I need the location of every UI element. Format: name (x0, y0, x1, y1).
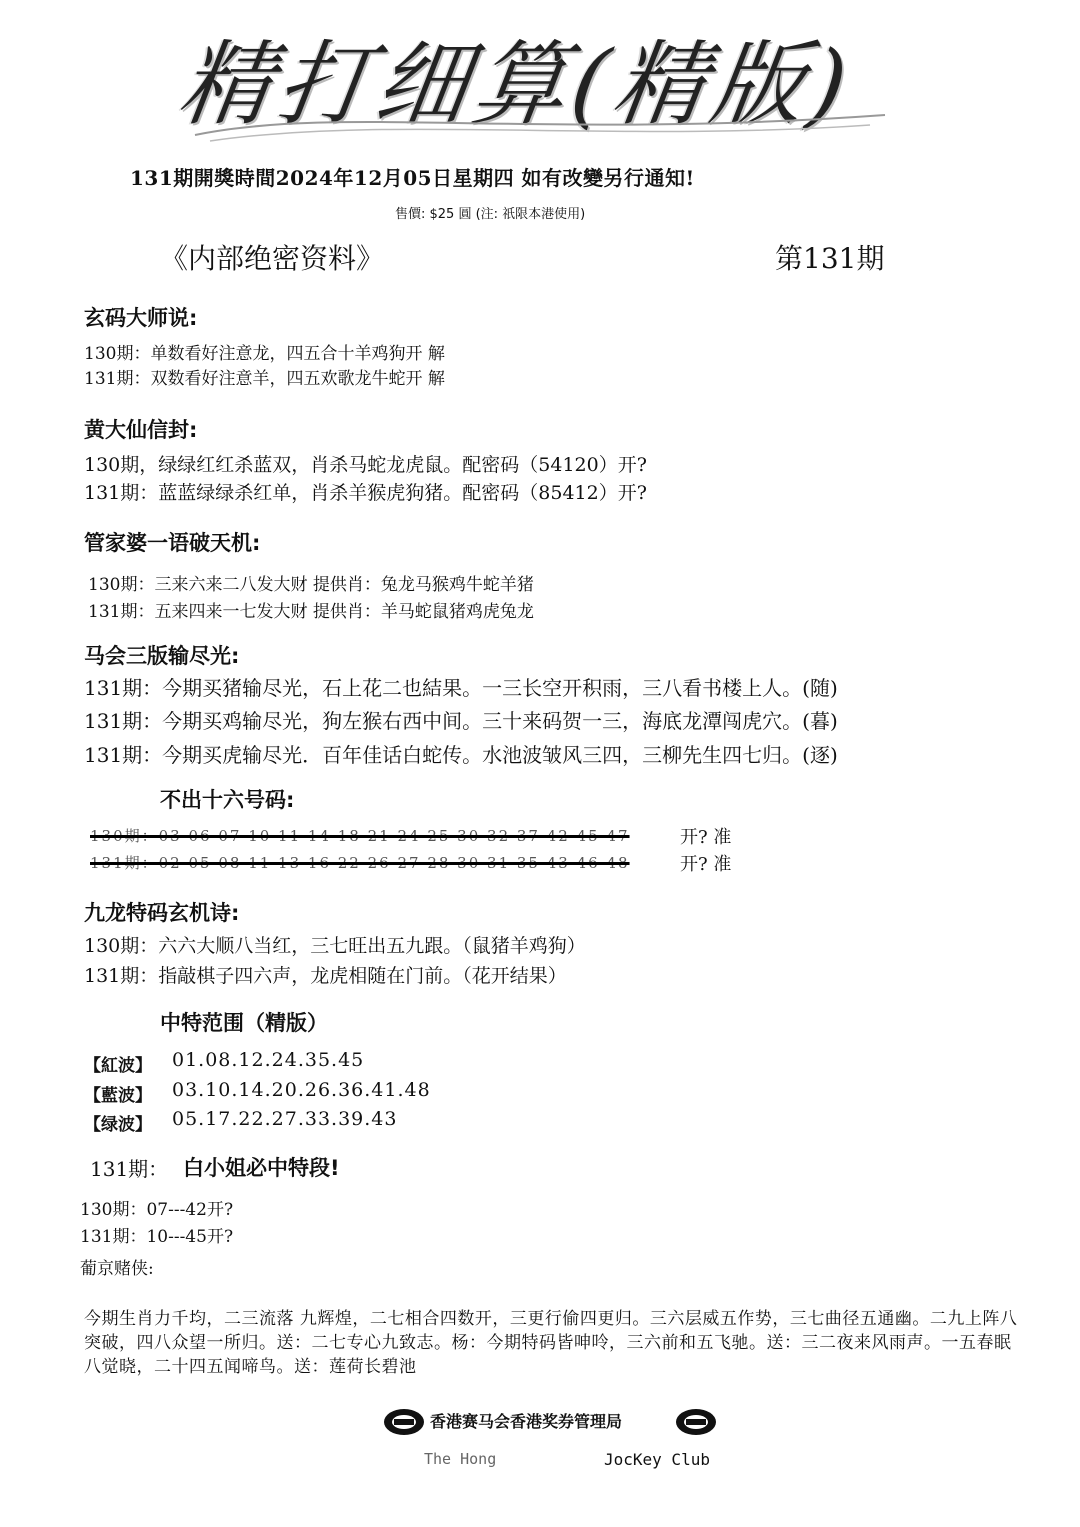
macau-gambler-paragraph: 今期生肖力千均，二三流落 九辉煌，二七相合四数开，三更行偷四更归。三六层威五作势，三七曲径五通幽。二九上阵八突破，四八众望一所归。送：二七专心九致志。杨：今期特码皆呻呤，三六前和五飞驰。送：三二夜来风雨声。一五春眠八觉晓，二十四五闻啼鸟。送：莲荷长碧池 (84, 1309, 1018, 1377)
miss-bai-prefix: 131期： (90, 1157, 169, 1181)
miss-bai-line-131: 131期：10---45开? (80, 1227, 234, 1247)
range-label-red: 【紅波】 (84, 1056, 152, 1076)
issue-number: 第131期 (775, 242, 885, 275)
section-heading-poem: 九龙特码玄机诗: (84, 901, 240, 925)
section-heading-housekeeper: 管家婆一语破天机: (84, 531, 261, 555)
banner-title: 精打细算(精版) (172, 31, 860, 138)
poem-line-131: 131期：指敲棋子四六声，龙虎相随在门前。（花开结果） (84, 965, 567, 987)
master-line-131: 131期：双数看好注意羊，四五欢歌龙牛蛇开 解 (84, 369, 445, 389)
housekeeper-line-130: 130期：三来六来二八发大财 提供肖：兔龙马猴鸡牛蛇羊猪 (88, 575, 534, 595)
document-title: 《内部绝密资料》 (160, 242, 385, 275)
footer-english-right: JocKey Club (604, 1450, 710, 1469)
three-versions-line-2: 131期：今期买鸡输尽光，狗左猴右西中间。三十来码贺一三，海底龙潭闯虎穴。(暮) (84, 709, 838, 733)
section-heading-three-versions: 马会三版输尽光: (84, 644, 240, 668)
range-nums-green: 05.17.22.27.33.39.43 (172, 1108, 398, 1130)
range-nums-red: 01.08.12.24.35.45 (172, 1049, 365, 1071)
poem-line-130: 130期：六六大顺八当红，三七旺出五九跟。（鼠猪羊鸡狗） (84, 935, 586, 957)
footer-organization-name: 香港赛马会香港奖券管理局 (430, 1412, 623, 1431)
section-heading-envelope: 黄大仙信封: (84, 418, 198, 442)
draw-date-line: 131期開獎時間2024年12月05日星期四 如有改變另行通知! (130, 166, 695, 190)
sixteen-line-131: 131期：02 05 08 11 13 16 22 26 27 28 30 31 35 43 46 48 (90, 854, 630, 872)
footer-english-left: The Hong (424, 1450, 497, 1468)
banner-swoosh-decoration (190, 95, 890, 145)
section-heading-miss-bai: 白小姐必中特段! (183, 1156, 340, 1180)
envelope-line-131: 131期：蓝蓝绿绿杀红单，肖杀羊猴虎狗猪。配密码（85412）开? (84, 482, 647, 504)
range-label-green: 【绿波】 (84, 1115, 152, 1135)
section-heading-range: 中特范围（精版） (160, 1011, 328, 1035)
range-nums-blue: 03.10.14.20.26.36.41.48 (172, 1079, 431, 1101)
three-versions-line-1: 131期：今期买猪输尽光，石上花二也結果。一三长空开积雨，三八看书楼上人。(随) (84, 676, 838, 700)
housekeeper-line-131: 131期：五来四来一七发大财 提供肖：羊马蛇鼠猪鸡虎兔龙 (88, 602, 534, 622)
section-heading-macau-gambler: 葡京赌侠: (80, 1259, 154, 1279)
range-label-blue: 【藍波】 (84, 1086, 152, 1106)
price-line: 售價: $25 圓 (注: 祇限本港使用) (395, 207, 586, 222)
sixteen-tail-131: 开? 准 (680, 854, 732, 875)
sixteen-line-130: 130期：03 06 07 10 11 14 18 21 24 25 30 32 37 42 45 47 (90, 827, 630, 845)
miss-bai-line-130: 130期：07---42开? (80, 1200, 234, 1220)
section-heading-master: 玄码大师说: (84, 306, 198, 330)
master-line-130: 130期：单数看好注意龙，四五合十羊鸡狗开 解 (84, 344, 445, 364)
envelope-line-130: 130期，绿绿红红杀蓝双，肖杀马蛇龙虎鼠。配密码（54120）开? (84, 454, 647, 476)
sixteen-tail-130: 开? 准 (680, 827, 732, 848)
three-versions-line-3: 131期：今期买虎输尽光．百年佳话白蛇传。水池波皱风三四，三柳先生四七归。(逐) (84, 743, 838, 767)
section-heading-sixteen-numbers: 不出十六号码: (160, 788, 295, 812)
